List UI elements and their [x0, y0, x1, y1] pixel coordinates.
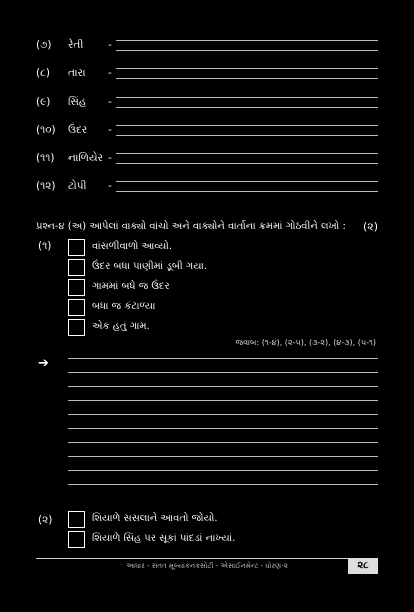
row-number: (૧૦) — [36, 124, 56, 136]
row-dash: - — [108, 39, 112, 51]
order-box[interactable] — [68, 511, 85, 528]
row-dash: - — [108, 67, 112, 79]
order-box[interactable] — [68, 279, 85, 296]
row-word: સિંહ — [68, 96, 87, 108]
order-box[interactable] — [68, 239, 85, 256]
order-item-text: શિયાળે સસલાને આવતો જોયો. — [92, 513, 218, 524]
question-text: પ્રશ્ન-૪ (અ) આપેલાં વાક્યો વાંચો અને વાક્યોને વાર્તાના ક્રમમાં ગોઠવીને લખો : — [36, 221, 346, 232]
footer-divider — [36, 558, 378, 559]
answer-lines[interactable] — [116, 153, 378, 164]
part2-number: (૨) — [38, 514, 53, 526]
order-item-text: બધા જ કંટાળ્યા — [92, 301, 156, 312]
footer-text: આધાર - સતત મૂલ્યાંકનકસોટી - એસાઈનમેન્ટ - ધોરણ-૨ — [126, 562, 288, 570]
order-item-text: શિયાળે સિંહ પર સૂકાં પાંદડાં નાખ્યાં. — [92, 533, 236, 544]
row-number: (૧૨) — [36, 180, 56, 192]
row-word: તારા — [68, 67, 86, 79]
order-box[interactable] — [68, 259, 85, 276]
answer-lines[interactable] — [116, 97, 378, 108]
answer-key: જવાબ: (૧-૪), (૨-૫), (૩-૨), (૪-૩), (૫-૧) — [235, 338, 376, 347]
row-word: નાળિયેર — [68, 152, 103, 164]
row-word: ઉંદર — [68, 124, 88, 136]
question-heading — [36, 220, 378, 234]
row-number: (૮) — [36, 67, 50, 79]
order-item-text: એક હતું ગામ. — [92, 321, 150, 332]
answer-lines[interactable] — [116, 68, 378, 79]
page-number: ૨૮ — [348, 558, 378, 574]
row-word: રેતી — [68, 39, 84, 51]
order-box[interactable] — [68, 299, 85, 316]
arrow-icon: ➔ — [38, 356, 49, 371]
order-box[interactable] — [68, 319, 85, 336]
writing-lines[interactable] — [68, 358, 378, 488]
row-number: (૭) — [36, 39, 52, 51]
order-item-text: વાંસળીવાળો આવ્યો. — [92, 241, 173, 252]
row-dash: - — [108, 124, 112, 136]
answer-lines[interactable] — [116, 181, 378, 192]
part1-number: (૧) — [38, 240, 52, 252]
row-dash: - — [108, 152, 112, 164]
row-dash: - — [108, 180, 112, 192]
row-number: (૧૧) — [36, 152, 55, 164]
order-item-text: ઉંદર બધા પાણીમાં ડૂબી ગયા. — [92, 261, 208, 272]
row-number: (૯) — [36, 96, 51, 108]
order-box[interactable] — [68, 531, 85, 548]
question-marks: (૨) — [362, 220, 378, 233]
order-item-text: ગામમાં બધે જ ઉંદર — [92, 281, 170, 292]
answer-lines[interactable] — [116, 40, 378, 51]
row-word: ટોપી — [68, 180, 87, 192]
row-dash: - — [108, 96, 112, 108]
answer-lines[interactable] — [116, 125, 378, 136]
